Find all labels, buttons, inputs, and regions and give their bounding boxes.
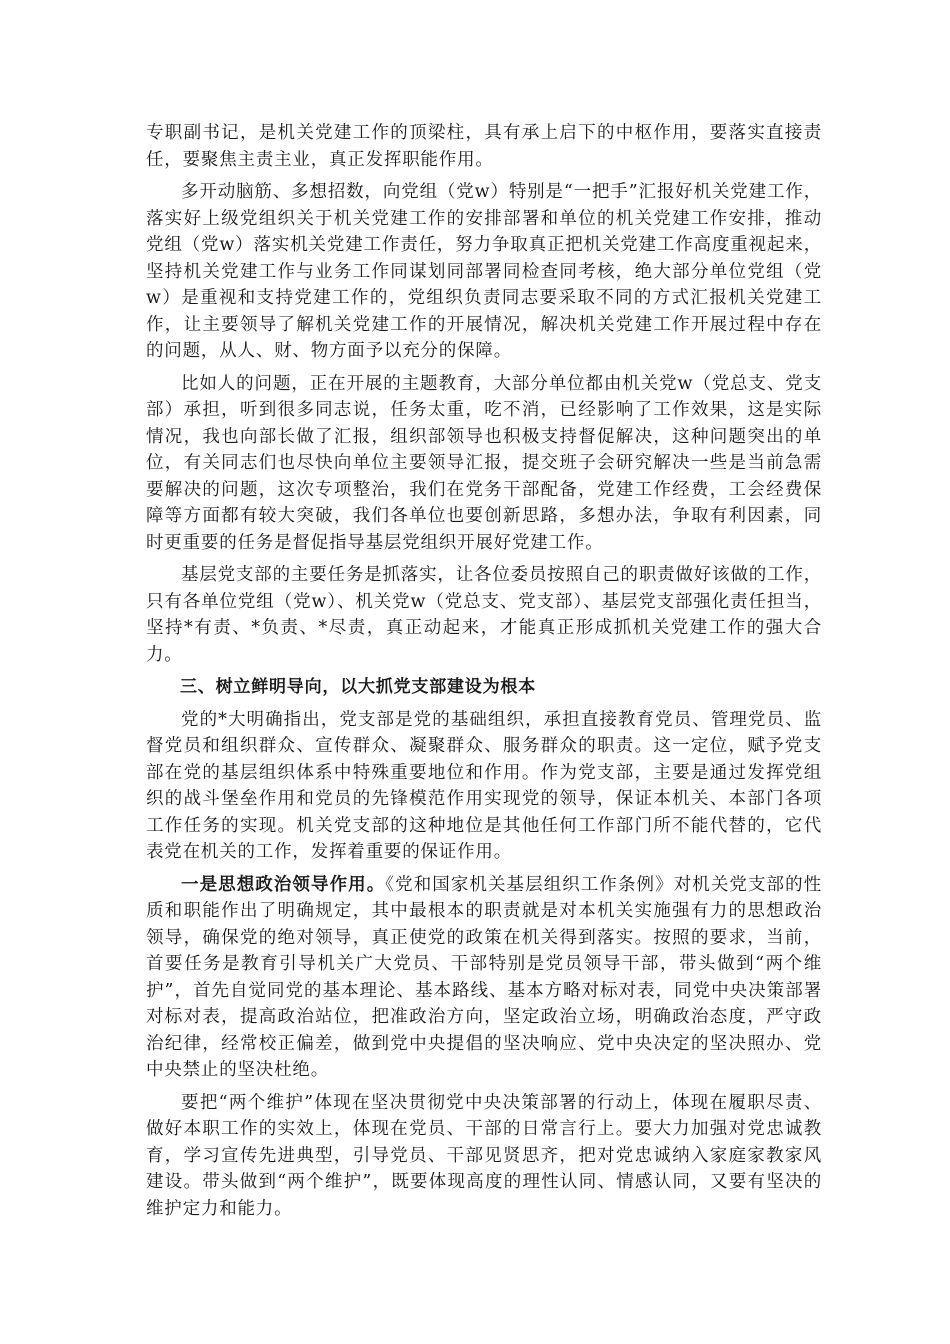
paragraph-continuation: 专职副书记，是机关党建工作的顶梁柱，具有承上启下的中枢作用，要落实直接责任，要聚焦主责主业，真正发挥职能作用。 [146, 123, 822, 170]
paragraph-personnel-issue: 比如人的问题，正在开展的主题教育，大部分单位都由机关党w（党总支、党支部）承担，听到很多同志说，任务太重，吃不消，已经影响了工作效果，这是实际情况，我也向部长做了汇报，组织部领导也积极支持督促解决，这种问题突出的单位，有关同志们也尽快向单位主要领导汇报，提交班子会研究解决一些是当前急需要解决的问题，这次专项整治，我们在党务干部配备，党建工作经费，工会经费保障等方面都有较大突破，我们各单位也要创新思路，多想办法，争取有利因素，同时更重要的任务是督促指导基层党组织开展好党建工作。 [146, 373, 822, 553]
paragraph-report-to-party-group: 多开动脑筋、多想招数，向党组（党w）特别是“一把手”汇报好机关党建工作，落实好上级党组织关于机关党建工作的安排部署和单位的机关党建工作安排，推动党组（党w）落实机关党建工作责任，努力争取真正把机关党建工作高度重视起来，坚持机关党建工作与业务工作同谋划同部署同检查同考核，绝大部分单位党组（党w）是重视和支持党建工作的，党组织负责同志要采取不同的方式汇报机关党建工作，让主要领导了解机关党建工作的开展情况，解决机关党建工作开展过程中存在的问题，从人、财、物方面予以充分的保障。 [146, 182, 822, 361]
paragraph-party-branch-role: 党的*大明确指出，党支部是党的基础组织，承担直接教育党员、管理党员、监督党员和组织群众、宣传群众、凝聚群众、服务群众的职责。这一定位，赋予党支部在党的基层组织体系中特殊重要地位和作用。作为党支部，主要是通过发挥党组织的战斗堡垒作用和党员的先锋模范作用实现党的领导，保证本机关、本部门各项工作任务的实现。机关党支部的这种地位是其他任何工作部门所不能代替的，它代表党在机关的工作，发挥着重要的保证作用。 [146, 709, 822, 862]
paragraph-political-leadership [146, 872, 822, 1084]
paragraph-body-text: 《党和国家机关基层组织工作条例》对机关党支部的性质和职能作出了明确规定，其中最根本的职责就是对本机关实施强有力的思想政治领导，确保党的绝对领导，真正使党的政策在机关得到落实。按照的要求，当前，首要任务是教育引导机关广大党员、干部特别是党员领导干部，带头做到“两个维护”，首先自觉同党的基本理论、基本路线、基本方略对标对表，同党中央决策部署对标对表，提高政治站位，把准政治方向，坚定政治立场，明确政治态度，严守政治纪律，经常校正偏差，做到党中央提倡的坚决响应、党中央决定的坚决照办、党中央禁止的坚决杜绝。 [146, 874, 822, 1080]
section-heading: 三、树立鲜明导向，以大抓党支部建设为根本 [180, 677, 536, 697]
paragraph-lead-bold: 一是思想政治领导作用。 [181, 874, 386, 895]
paragraph-grassroots-task: 基层党支部的主要任务是抓落实，让各位委员按照自己的职责做好该做的工作，只有各单位党组（党w）、机关党w（党总支、党支部）、基层党支部强化责任担当，坚持*有责、*负责、*尽责，真正动起来，才能真正形成抓机关党建工作的强大合力。 [146, 565, 822, 665]
document-body [146, 120, 822, 1228]
paragraph-two-safeguards: 要把“两个维护”体现在坚决贯彻党中央决策部署的行动上，体现在履职尽责、做好本职工作的实效上，体现在党员、干部的日常言行上。要大力加强对党忠诚教育，学习宣传先进典型，引导党员、干部见贤思齐，把对党忠诚纳入家庭家教家风建设。带头做到“两个维护”，既要体现高度的理性认同、情感认同，又要有坚决的维护定力和能力。 [146, 1092, 822, 1219]
